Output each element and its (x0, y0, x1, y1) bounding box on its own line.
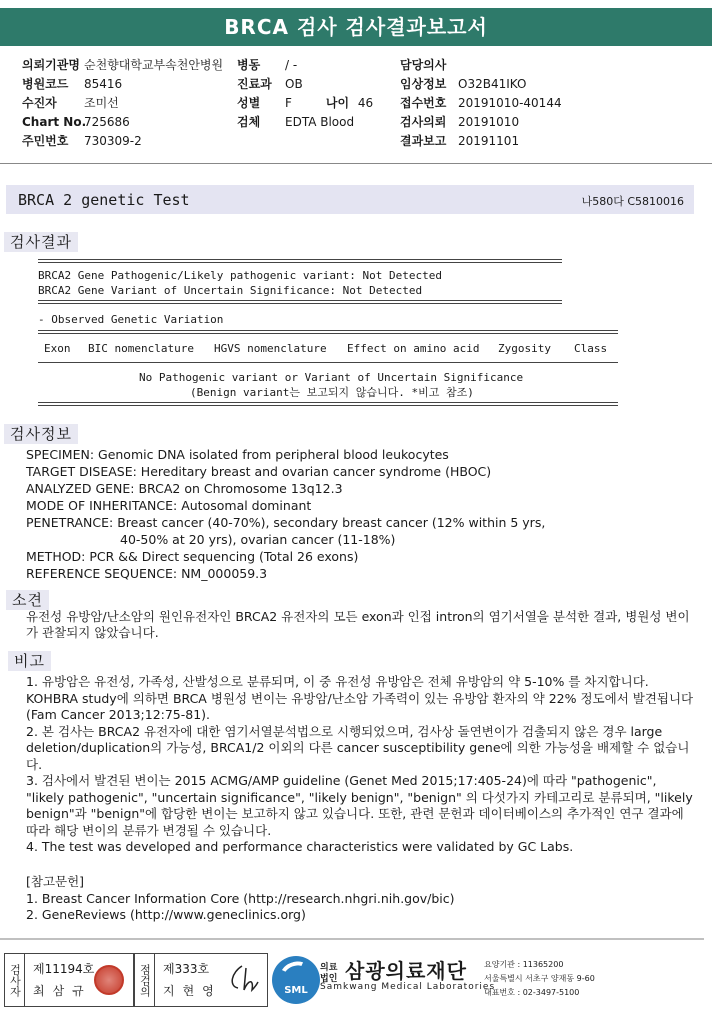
findings-text: 유전성 유방암/난소암의 원인유전자인 BRCA2 유전자의 모든 exon과 인접 intron의 염기서열을 분석한 결과, 병원성 변이가 관찰되지 않았습니다. (26, 609, 690, 640)
specimen-type-label: 검체 (237, 115, 261, 129)
result-heading: 검사결과 (4, 232, 78, 252)
checker-name: 지현영 (163, 984, 222, 998)
test-info-heading: 검사정보 (4, 424, 78, 444)
findings-heading: 소견 (6, 590, 49, 610)
chart-no-value: 725686 (84, 115, 130, 129)
specimen-line: SPECIMEN: Genomic DNA isolated from peripheral blood leukocytes (26, 447, 449, 462)
requesting-institution-value: 순천향대학교부속천안병원 (84, 58, 224, 72)
table-rule-top (38, 330, 618, 334)
sex-label: 성별 (237, 96, 261, 110)
clinical-info-label: 임상정보 (400, 77, 447, 91)
result-rule-top (38, 259, 562, 263)
hospital-code-label: 병원코드 (22, 77, 69, 91)
lab-logo (272, 956, 320, 1004)
physician-label: 담당의사 (400, 58, 447, 72)
age-label: 나이 (325, 96, 350, 110)
vus-result-line: BRCA2 Gene Variant of Uncertain Significance: Not Detected (38, 284, 423, 297)
patient-info-right (400, 56, 700, 151)
remarks-heading: 비고 (8, 651, 51, 671)
specimen-type-value: EDTA Blood (285, 115, 355, 129)
table-rule-header (38, 362, 618, 363)
department-value: OB (285, 77, 303, 91)
observed-variation-label: - Observed Genetic Variation (38, 313, 224, 326)
lab-phone: 대표번호 : 02-3497-5100 (484, 988, 580, 997)
age-value: 46 (357, 96, 374, 110)
lab-name: 삼광의료재단 (345, 959, 467, 983)
test-info-block (26, 446, 545, 582)
remarks-block (26, 674, 696, 856)
report-title: BRCA 검사 검사결과보고서 (0, 8, 712, 46)
result-rule-mid (38, 300, 562, 304)
tester-license-no: 제11194호 (33, 962, 95, 976)
no-variant-message: No Pathogenic variant or Variant of Uncertain Significance (139, 371, 524, 384)
analyzed-gene-line: ANALYZED GENE: BRCA2 on Chromosome 13q12.3 (26, 481, 343, 496)
resident-no-label: 주민번호 (22, 134, 69, 148)
ward-value: / - (285, 58, 298, 72)
header-divider (0, 163, 712, 164)
lab-address: 서울특별시 서초구 양재동 9-60 (484, 974, 595, 983)
reference-item-2: 2. GeneReviews (http://www.geneclinics.org) (26, 907, 306, 922)
ward-label: 병동 (237, 58, 261, 72)
reference-sequence-line: REFERENCE SEQUENCE: NM_000059.3 (26, 566, 268, 581)
remark-item-1: 1. 유방암은 유전성, 가족성, 산발성으로 분류되며, 이 중 유전성 유방암은 전체 유방암의 약 5-10% 를 차지합니다. KOHBRA study에 의하면 BRCA 병원성 변이는 유방암/난소암 가족력이 있는 유방암 환자의 약 22% 정도에서 발견됩니다(Fam Cancer 2013;12:75-81). (26, 674, 694, 722)
chart-no-label: Chart No. (22, 115, 87, 129)
checker-license-no: 제333호 (163, 962, 210, 976)
remark-item-4: 4. The test was developed and performance characteristics were validated by GC Labs. (26, 839, 574, 854)
col-effect-header: Effect on amino acid (347, 342, 480, 355)
reference-item-1: 1. Breast Cancer Information Core (http://research.nhgri.nih.gov/bic) (26, 890, 455, 906)
hospital-code-value: 85416 (84, 77, 123, 91)
patient-name-value: 조미선 (84, 96, 119, 110)
department-label: 진료과 (237, 77, 272, 91)
lab-contact-info (484, 958, 595, 1000)
references-heading: [참고문헌] (26, 874, 85, 889)
test-code: 나580다 C5810016 (581, 195, 684, 208)
test-title: BRCA 2 genetic Test (18, 191, 190, 209)
col-bic-header: BIC nomenclature (88, 342, 194, 355)
logo-swirl-icon (277, 958, 313, 989)
footer-divider (0, 938, 704, 940)
pathogenic-result-line: BRCA2 Gene Pathogenic/Likely pathogenic variant: Not Detected (38, 269, 442, 282)
col-hgvs-header: HGVS nomenclature (214, 342, 327, 355)
test-header-bar (6, 185, 694, 214)
method-line: METHOD: PCR && Direct sequencing (Total 26 exons) (26, 549, 359, 564)
clinical-info-value: O32B41IKO (458, 77, 527, 91)
remark-item-3: 3. 검사에서 발견된 변이는 2015 ACMG/AMP guideline (Genet Med 2015;17:405-24)에 따라 "pathogenic", "likely pathogenic", "uncertain significance", "likely benign", "benign" 의 다섯가지 카테고리로 분류되며, "likely benign"과 "benign"에 합당한 변이는 보고하지 않고 있습니다. 또한, 관련 문헌과 데이터베이스의 추가적인 연구 결과에 따라 해당 변이의 분류가 변경될 수 있습니다. (26, 773, 693, 838)
col-zygosity-header: Zygosity (498, 342, 551, 355)
lab-type-line-2: 법인 (320, 974, 338, 984)
remark-item-2: 2. 본 검사는 BRCA2 유전자에 대한 염기서열분석법으로 시행되었으며, 검사상 돌연변이가 검출되지 않은 경우 large deletion/duplication의 가능성, BRCA1/2 이외의 다른 cancer susceptibility gene에 의한 가능성을 배제할 수 없습니다. (26, 723, 690, 772)
benign-note: (Benign variant는 보고되지 않습니다. *비고 참조) (190, 386, 474, 399)
penetrance-line: PENETRANCE: Breast cancer (40-70%), secondary breast cancer (12% within 5 yrs, (26, 515, 546, 530)
col-class-header: Class (574, 342, 608, 355)
sex-value: F (285, 96, 292, 110)
checker-signature (224, 960, 260, 996)
tester-seal-stamp (94, 965, 124, 995)
table-rule-bottom (38, 402, 618, 406)
patient-info-middle (237, 56, 387, 132)
resident-no-value: 730309-2 (84, 134, 142, 148)
references-block (26, 874, 696, 924)
lab-english-name: Samkwang Medical Laboratories (320, 982, 496, 992)
tester-name: 최삼규 (33, 984, 92, 998)
requesting-institution-label: 의뢰기관명 (22, 58, 80, 72)
penetrance-line-continued: 40-50% at 20 yrs), ovarian cancer (11-18%) (120, 532, 396, 547)
inheritance-line: MODE OF INHERITANCE: Autosomal dominant (26, 498, 312, 513)
request-date-value: 20191010 (458, 115, 520, 129)
request-date-label: 검사의뢰 (400, 115, 447, 129)
accession-no-value: 20191010-40144 (458, 96, 562, 110)
accession-no-label: 접수번호 (400, 96, 447, 110)
col-exon-header: Exon (44, 342, 71, 355)
tester-label: 검사자 (5, 954, 25, 1006)
patient-name-label: 수진자 (22, 96, 57, 110)
lab-type-line-1: 의료 (320, 963, 338, 973)
patient-info-left (22, 56, 252, 151)
report-date-value: 20191101 (458, 134, 520, 148)
target-disease-line: TARGET DISEASE: Hereditary breast and ovarian cancer syndrome (HBOC) (26, 464, 492, 479)
lab-institution-code: 요양기관 : 11365200 (484, 960, 564, 969)
report-date-label: 결과보고 (400, 134, 447, 148)
checker-label: 점검의 (135, 954, 155, 1006)
logo-text: SML (284, 985, 308, 996)
